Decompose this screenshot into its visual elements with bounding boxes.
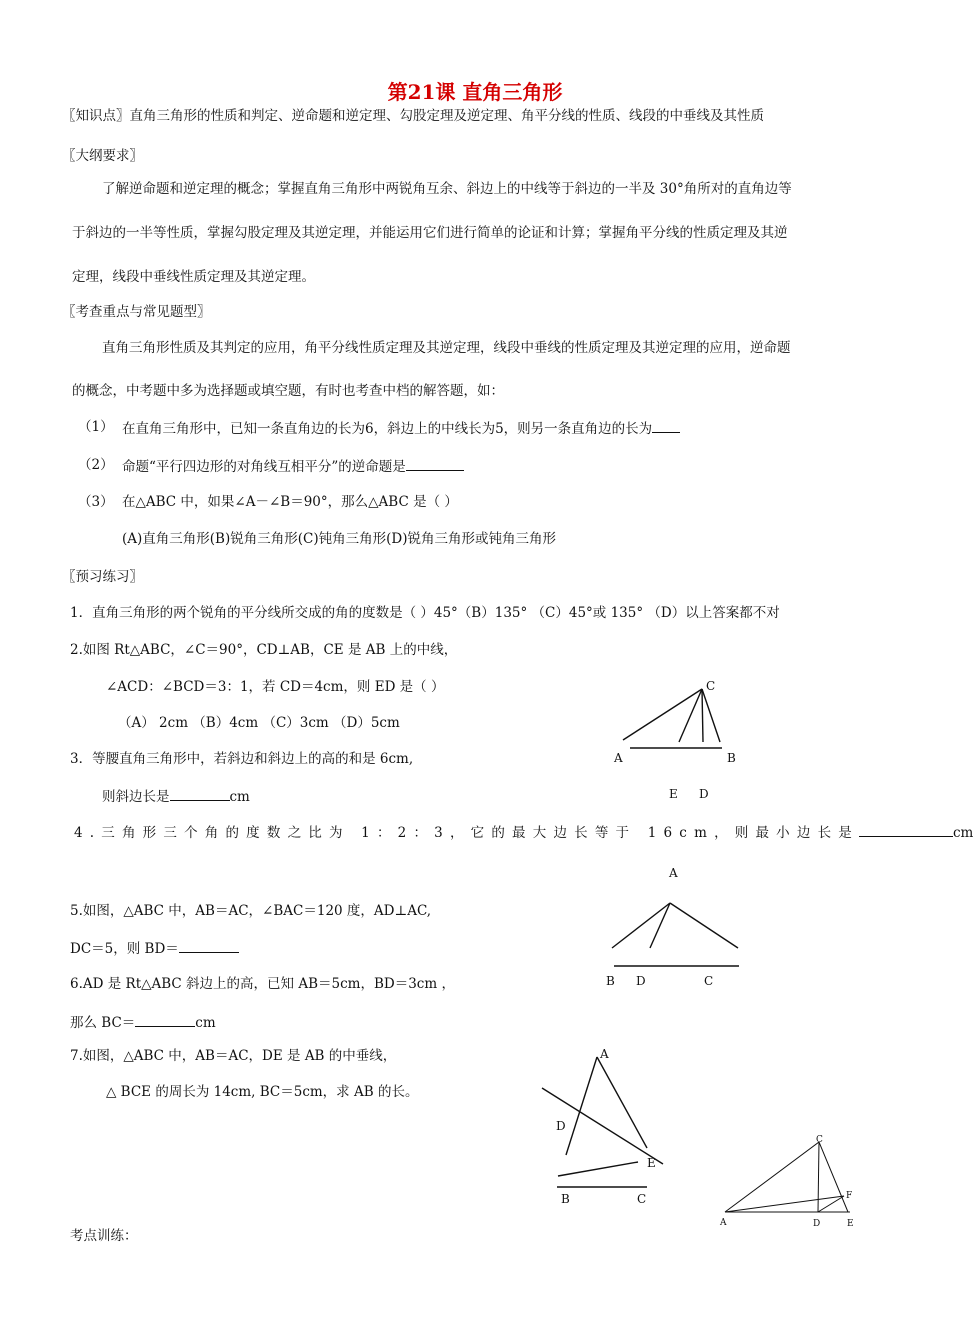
outline-heading: 〖大纲要求〗	[62, 148, 143, 164]
preview-heading: 〖预习练习〗	[62, 569, 143, 585]
outline-line-2: 于斜边的一半等性质，掌握勾股定理及其逆定理，并能运用它们进行简单的论证和计算；掌握角平分线的性质定理及其逆	[72, 225, 788, 241]
fig2-label-d: D	[699, 787, 709, 801]
fig5-edge-ad	[650, 903, 670, 948]
preview-q4: 4.三角形三个角的度数之比为 1：2：3，它的最大边长等于 16cm，则最小边长是 cm	[74, 822, 973, 842]
fig2-edge-cb	[702, 689, 720, 742]
figure-q7-triangle	[530, 1040, 680, 1210]
q3-options: (A)直角三角形(B)锐角三角形(C)钝角三角形(D)锐角三角形或钝角三角形	[122, 531, 556, 547]
q2-text: 命题“平行四边形的对角线互相平分”的逆命题是	[122, 456, 464, 476]
preview-q4-blank[interactable]	[859, 822, 953, 837]
q3-text: 在△ABC 中，如果∠A－∠B＝90°，那么△ABC 是（ ）	[122, 494, 458, 510]
preview-q3-line-1: 3．等腰直角三角形中，若斜边和斜边上的高的和是 6cm,	[70, 751, 414, 767]
q1-number: （1）	[78, 419, 114, 435]
preview-q2-line-1: 2.如图 Rt△ABC，∠C＝90°，CD⊥AB，CE 是 AB 上的中线，	[70, 642, 458, 658]
fig2-label-b: B	[727, 751, 736, 765]
fig8-label-f: F	[846, 1191, 853, 1201]
figure-extra-triangle	[715, 1128, 865, 1238]
preview-q2-options: （A） 2cm （B）4cm （C）3cm （D）5cm	[118, 715, 400, 731]
focus-line-2: 的概念，中考题中多为选择题或填空题，有时也考查中档的解答题，如：	[72, 383, 504, 399]
fig2-label-c: C	[706, 679, 716, 693]
training-heading: 考点训练：	[70, 1228, 138, 1244]
focus-heading: 〖考查重点与常见题型〗	[62, 304, 211, 320]
fig2-edge-cd	[702, 689, 703, 742]
fig7-segment-ce	[558, 1162, 638, 1176]
fig5-edge-ac	[670, 903, 738, 948]
fig7-label-b: B	[561, 1192, 570, 1206]
page-title: 第21课 直角三角形	[387, 80, 563, 104]
fig8-edge-ce	[819, 1142, 848, 1212]
preview-q7-line-2: △ BCE 的周长为 14cm, BC＝5cm，求 AB 的长。	[106, 1084, 419, 1100]
preview-q7-line-1: 7.如图，△ABC 中，AB＝AC，DE 是 AB 的中垂线，	[70, 1048, 397, 1064]
fig7-edge-ae	[597, 1057, 647, 1148]
q1-text: 在直角三角形中，已知一条直角边的长为6，斜边上的中线长为5，则另一条直角边的长为	[122, 418, 680, 438]
q2-number: （2）	[78, 457, 114, 473]
fig8-label-c: C	[816, 1135, 823, 1145]
fig2-edge-ca	[623, 689, 702, 740]
preview-q6-line-1: 6.AD 是 Rt△ABC 斜边上的高，已知 AB＝5cm，BD＝3cm ，	[70, 976, 455, 992]
preview-q1: 1．直角三角形的两个锐角的平分线所交成的角的度数是（ ）45°（B）135° （C）45°或 135° （D）以上答案都不对	[70, 605, 780, 621]
fig8-label-e: E	[847, 1219, 854, 1229]
fig5-label-c: C	[704, 974, 714, 988]
outline-line-1: 了解逆命题和逆定理的概念；掌握直角三角形中两锐角互余、斜边上的中线等于斜边的一半及 30°角所对的直角边等	[102, 181, 792, 197]
fig8-edge-df	[818, 1196, 844, 1212]
fig2-label-a: A	[614, 751, 623, 765]
preview-q6-blank[interactable]	[135, 1012, 195, 1027]
fig8-label-a: A	[720, 1218, 727, 1228]
fig7-label-c: C	[637, 1192, 647, 1206]
outline-line-3: 定理，线段中垂线性质定理及其逆定理。	[72, 269, 315, 285]
figure-q2-triangle	[600, 672, 750, 802]
preview-q3-blank[interactable]	[170, 786, 230, 801]
preview-q3-line-2: 则斜边长是 cm	[102, 786, 250, 806]
fig7-label-e: E	[647, 1156, 656, 1170]
fig8-edge-cd	[818, 1142, 819, 1212]
fig5-label-a: A	[669, 866, 678, 880]
q3-number: （3）	[78, 494, 114, 510]
fig7-label-d: D	[556, 1119, 566, 1133]
q2-answer-blank[interactable]	[406, 456, 464, 471]
preview-q5-line-2: DC＝5，则 BD＝	[70, 938, 239, 958]
fig5-label-d: D	[636, 974, 646, 988]
fig7-label-a: A	[600, 1047, 609, 1061]
preview-q5-blank[interactable]	[179, 938, 239, 953]
preview-q2-line-2: ∠ACD：∠BCD＝3：1，若 CD＝4cm，则 ED 是（ ）	[106, 679, 445, 695]
preview-q6-line-2: 那么 BC＝ cm	[70, 1012, 216, 1032]
fig5-edge-ab	[612, 903, 670, 948]
fig2-label-e: E	[669, 787, 678, 801]
focus-line-1: 直角三角形性质及其判定的应用，角平分线性质定理及其逆定理，线段中垂线的性质定理及其逆定理的应用，逆命题	[102, 340, 791, 356]
fig8-label-d: D	[813, 1219, 821, 1229]
q1-answer-blank[interactable]	[652, 418, 680, 433]
figure-q5-triangle	[600, 860, 750, 990]
fig5-label-b: B	[606, 974, 615, 988]
knowledge-points: 〖知识点〗直角三角形的性质和判定、逆命题和逆定理、勾股定理及逆定理、角平分线的性质、线段的中垂线及其性质	[62, 108, 764, 124]
preview-q5-line-1: 5.如图，△ABC 中，AB＝AC，∠BAC＝120 度，AD⊥AC,	[70, 903, 432, 919]
